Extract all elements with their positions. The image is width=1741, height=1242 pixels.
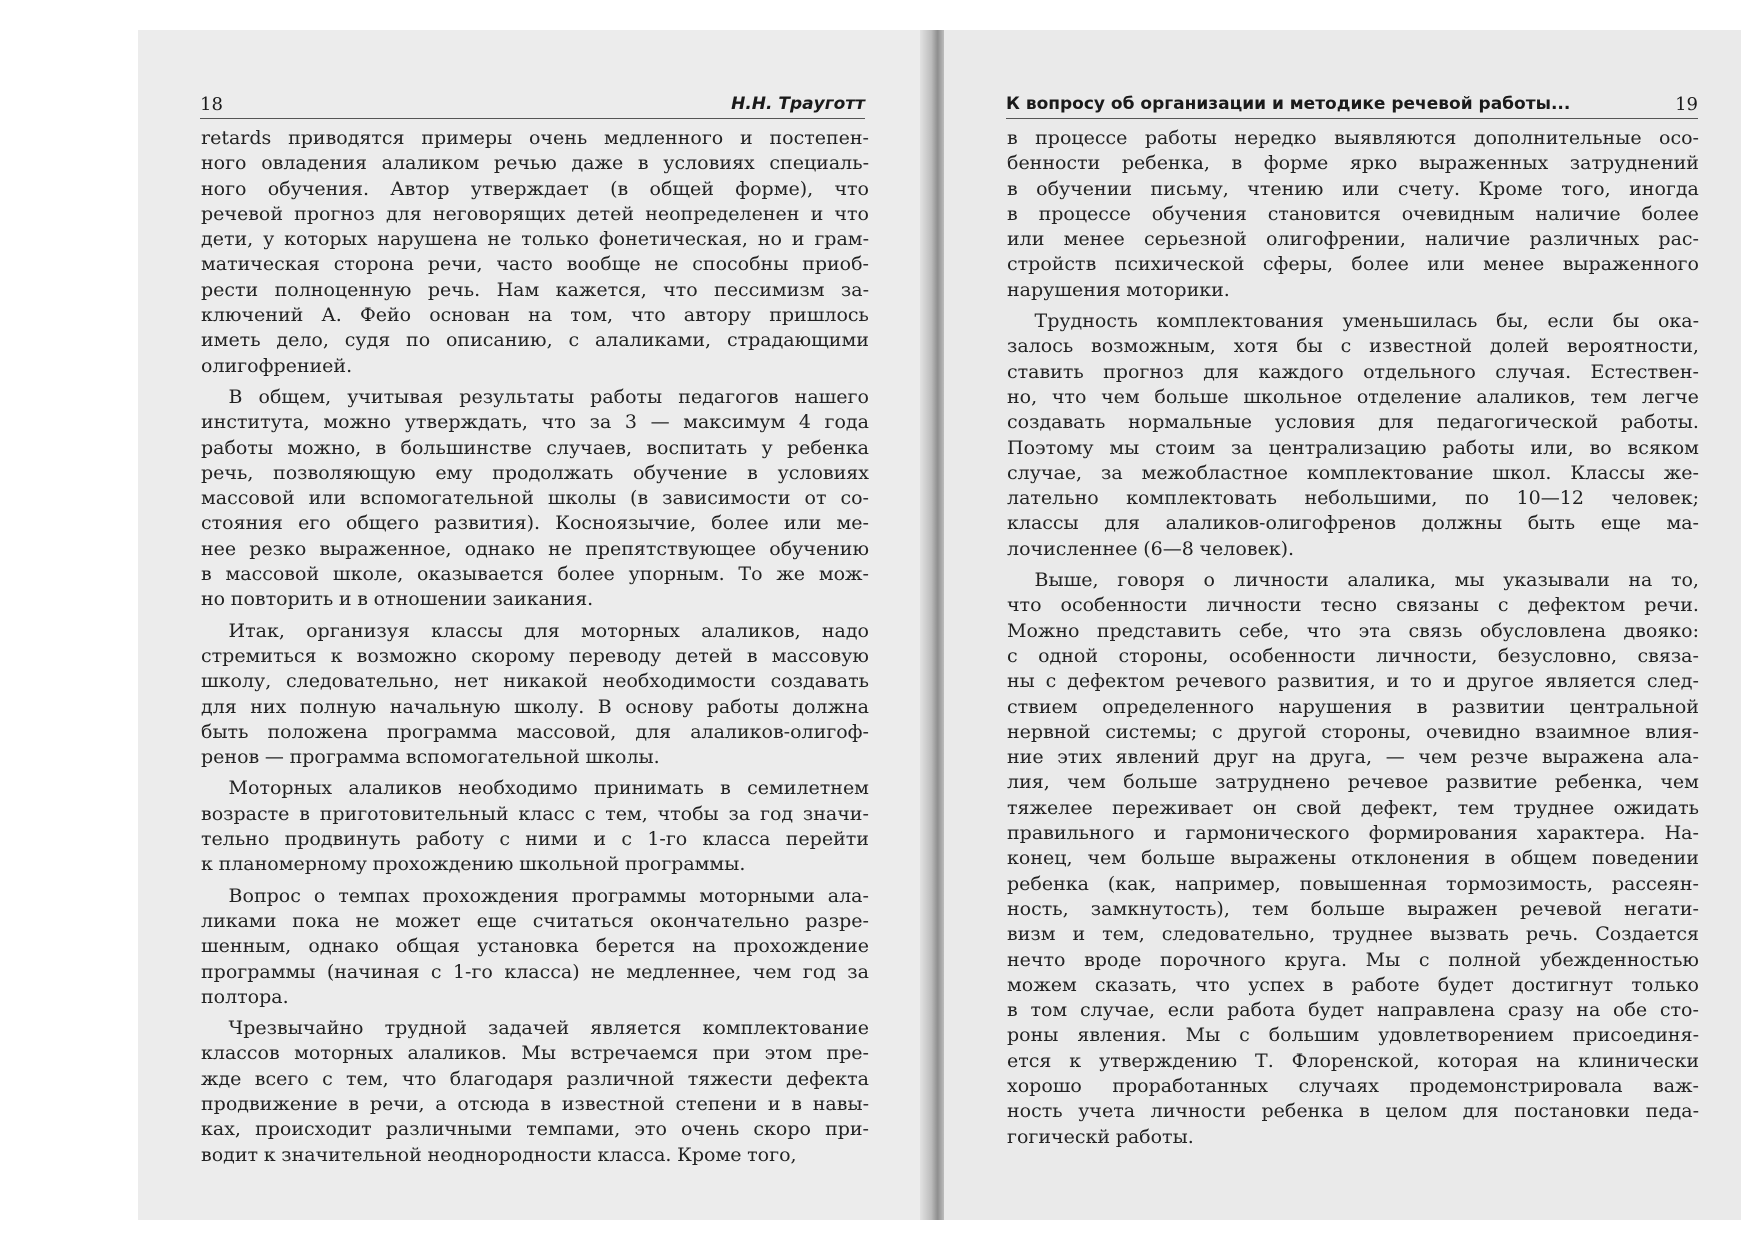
right-body-text bbox=[1007, 126, 1699, 1150]
text-line: с одной стороны, особенности личности, безусловно, связа- bbox=[1007, 644, 1699, 667]
page-number-right: 19 bbox=[1675, 94, 1698, 115]
text-line: ствием определенного нарушения в развитии центральной bbox=[1007, 695, 1699, 718]
text-line: залось возможным, хотя бы с известной долей вероятности, bbox=[1007, 335, 1699, 358]
text-line: в том случае, если работа будет направлена сразу на обе сто- bbox=[1007, 999, 1699, 1022]
text-line: шенным, однако общая установка берется на прохождение bbox=[201, 935, 869, 958]
running-title: К вопросу об организации и методике речевой работы... bbox=[1006, 94, 1571, 114]
text-line: к планомерному прохождению школьной программы. bbox=[201, 853, 746, 876]
text-line: массовой или вспомогательной школы (в зависимости от со- bbox=[201, 487, 869, 510]
left-body-text bbox=[201, 126, 869, 1168]
text-line: нарушения моторики. bbox=[1007, 278, 1230, 301]
book-spread bbox=[138, 30, 1741, 1220]
text-line: хорошо проработанных случаях продемонстрировала важ- bbox=[1007, 1074, 1699, 1097]
text-line: матическая сторона речи, часто вообще не способны приоб- bbox=[201, 253, 869, 276]
text-line: ставить прогноз для каждого отдельного случая. Естествен- bbox=[1007, 360, 1699, 383]
text-line: конец, чем больше выражены отклонения в общем поведении bbox=[1007, 847, 1699, 870]
text-line: лия, чем больше затруднено речевое развитие ребенка, чем bbox=[1007, 771, 1699, 794]
text-line: полтора. bbox=[201, 985, 289, 1008]
text-line: но, что чем больше школьное отделение алаликов, тем легче bbox=[1007, 385, 1699, 408]
text-line: Вопрос о темпах прохождения программы моторными ала- bbox=[228, 884, 869, 907]
text-line: работы можно, в большинстве случаев, воспитать у ребенка bbox=[201, 436, 869, 459]
text-line: создавать нормальные условия для педагогической работы. bbox=[1007, 411, 1699, 434]
text-line: для них полную начальную школу. В основу работы должна bbox=[201, 695, 869, 718]
right-running-head bbox=[1006, 94, 1698, 119]
text-line: правильного и гармонического формирования характера. На- bbox=[1007, 822, 1699, 845]
text-line: Поэтому мы стоим за централизацию работы или, во всяком bbox=[1007, 436, 1699, 459]
text-line: Трудность комплектования уменьшилась бы, если бы ока- bbox=[1034, 310, 1699, 333]
text-line: бенности ребенка, в форме ярко выраженных затруднений bbox=[1007, 152, 1699, 175]
text-line: рести полноценную речь. Нам кажется, что пессимизм за- bbox=[201, 278, 869, 301]
text-line: роны явления. Мы с большим удовлетворением присоединя- bbox=[1007, 1024, 1699, 1047]
text-line: стояния его общего развития). Косноязычие, более или ме- bbox=[201, 512, 869, 535]
text-line: в массовой школе, оказывается более упорным. То же мож- bbox=[201, 563, 869, 586]
text-line: Итак, организуя классы для моторных алаликов, надо bbox=[228, 619, 869, 642]
text-line: случае, за межобластное комплектование школ. Классы же- bbox=[1007, 461, 1699, 484]
text-line: тельно продвинуть работу с ними и с 1-го класса перейти bbox=[201, 828, 869, 851]
text-line: ного обучения. Автор утверждает (в общей форме), что bbox=[201, 177, 869, 200]
text-line: ность учета личности ребенка в целом для постановки педа- bbox=[1007, 1100, 1699, 1123]
text-line: классов моторных алаликов. Мы встречаемся при этом пре- bbox=[201, 1042, 869, 1065]
text-line: можем сказать, что успех в работе будет достигнут только bbox=[1007, 973, 1699, 996]
text-line: что особенности личности тесно связаны с дефектом речи. bbox=[1007, 594, 1699, 617]
text-line: речь, позволяющую ему продолжать обучение в условиях bbox=[201, 461, 869, 484]
text-line: жде всего с тем, что благодаря различной тяжести дефекта bbox=[201, 1067, 869, 1090]
text-line: ность, замкнутость), тем больше выражен речевой негати- bbox=[1007, 897, 1699, 920]
text-line: лательно комплектовать небольшими, по 10—12 человек; bbox=[1007, 487, 1699, 510]
text-line: программы (начиная с 1-го класса) не медленнее, чем год за bbox=[201, 960, 869, 983]
left-running-head bbox=[200, 94, 865, 119]
text-line: института, можно утверждать, что за 3 — максимум 4 года bbox=[201, 411, 869, 434]
text-line: стройств психической сферы, более или менее выраженного bbox=[1007, 253, 1699, 276]
text-line: или менее серьезной олигофрении, наличие различных рас- bbox=[1007, 228, 1699, 251]
text-line: нервной системы; с другой стороны, очевидно взаимное влия- bbox=[1007, 720, 1699, 743]
text-line: ется к утверждению Т. Флоренской, которая на клинически bbox=[1007, 1049, 1699, 1072]
text-line: Чрезвычайно трудной задачей является комплектование bbox=[228, 1017, 869, 1040]
text-line: продвижение в речи, а отсюда в известной степени и в навы- bbox=[201, 1092, 869, 1115]
text-line: ны с дефектом речевого развития, и то и другое является след- bbox=[1007, 670, 1699, 693]
text-line: Можно представить себе, что эта связь обусловлена двояко: bbox=[1007, 619, 1699, 642]
text-line: в обучении письму, чтению или счету. Кроме того, иногда bbox=[1007, 177, 1699, 200]
text-line: Выше, говоря о личности алалика, мы указывали на то, bbox=[1034, 569, 1699, 592]
text-line: классы для алаликов-олигофренов должны быть еще ма- bbox=[1007, 512, 1699, 535]
running-author: Н.Н. Трауготт bbox=[731, 94, 865, 114]
text-line: ключений А. Фейо основан на том, что автору пришлось bbox=[201, 304, 869, 327]
text-line: гогическй работы. bbox=[1007, 1125, 1194, 1148]
left-page bbox=[138, 30, 928, 1220]
text-line: тяжелее переживает он свой дефект, тем труднее ожидать bbox=[1007, 796, 1699, 819]
text-line: лочисленнее (6—8 человек). bbox=[1007, 537, 1295, 560]
text-line: В общем, учитывая результаты работы педагогов нашего bbox=[228, 385, 869, 408]
text-line: Моторных алаликов необходимо принимать в семилетнем bbox=[228, 777, 869, 800]
text-line: стремиться к возможно скорому переводу детей в массовую bbox=[201, 644, 869, 667]
text-line: быть положена программа массовой, для алаликов-олигоф- bbox=[201, 720, 869, 743]
text-line: дети, у которых нарушена не только фонетическая, но и грам- bbox=[201, 228, 869, 251]
text-line: но повторить и в отношении заикания. bbox=[201, 588, 594, 611]
text-line: олигофренией. bbox=[201, 354, 353, 377]
text-line: нечто вроде порочного круга. Мы с полной убежденностью bbox=[1007, 948, 1699, 971]
text-line: ликами пока не может еще считаться окончательно разре- bbox=[201, 909, 869, 932]
text-line: retards приводятся примеры очень медленного и постепен- bbox=[201, 127, 869, 149]
right-page bbox=[944, 30, 1741, 1220]
text-line: школу, следовательно, нет никакой необходимости создавать bbox=[201, 670, 869, 693]
text-line: визм и тем, следовательно, труднее вызвать речь. Создается bbox=[1007, 923, 1699, 946]
text-line: в процессе работы нередко выявляются дополнительные осо- bbox=[1007, 127, 1699, 149]
text-line: ного овладения алаликом речью даже в условиях специаль- bbox=[201, 152, 869, 175]
text-line: ренов — программа вспомогательной школы. bbox=[201, 746, 660, 769]
text-line: иметь дело, судя по описанию, с алаликами, страдающими bbox=[201, 329, 869, 352]
page-number-left: 18 bbox=[200, 94, 223, 115]
text-line: ние этих явлений друг на друга, — чем резче выражена ала- bbox=[1007, 746, 1699, 769]
text-line: водит к значительной неоднородности класса. Кроме того, bbox=[201, 1143, 797, 1166]
text-line: ребенка (как, например, повышенная тормозимость, рассеян- bbox=[1007, 872, 1699, 895]
text-line: возрасте в приготовительный класс с тем, чтобы за год значи- bbox=[201, 802, 869, 825]
text-line: ках, происходит различными темпами, это очень скоро при- bbox=[201, 1118, 869, 1141]
text-line: в процессе обучения становится очевидным наличие более bbox=[1007, 202, 1699, 225]
text-line: речевой прогноз для неговорящих детей неопределенен и что bbox=[201, 202, 869, 225]
text-line: нее резко выраженное, однако не препятствующее обучению bbox=[201, 537, 869, 560]
